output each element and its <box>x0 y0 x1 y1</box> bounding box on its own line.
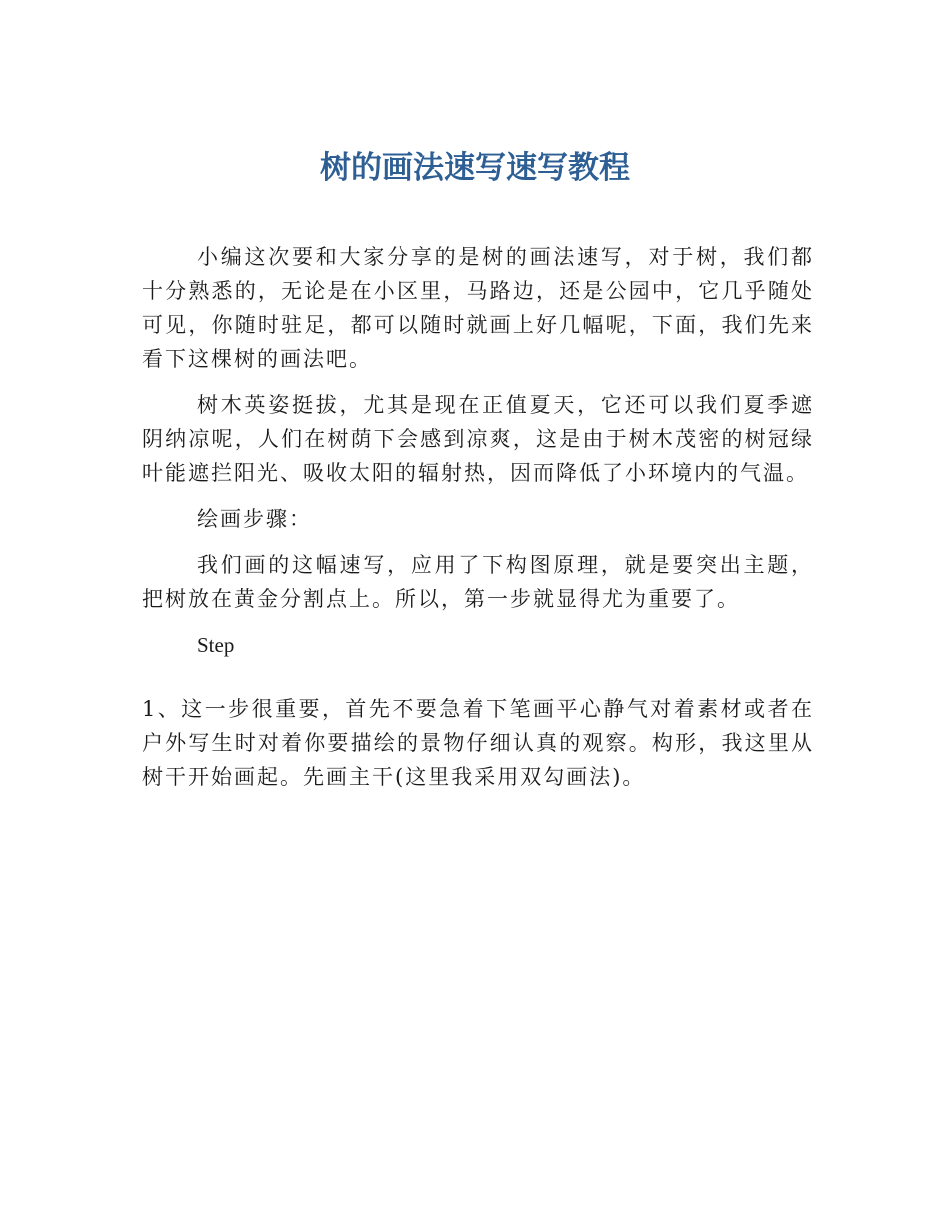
step-label: Step <box>197 633 235 657</box>
paragraph-step-1: 1、这一步很重要，首先不要急着下笔画平心静气对着素材或者在户外写生时对着你要描绘的景物仔细认真的观察。构形，我这里从树干开始画起。先画主干(这里我采用双勾画法)。 <box>142 697 814 789</box>
document-body <box>142 240 814 806</box>
paragraph-tree-benefits: 树木英姿挺拔，尤其是现在正值夏天，它还可以我们夏季遮阴纳凉呢，人们在树荫下会感到凉爽，这是由于树木茂密的树冠绿叶能遮拦阳光、吸收太阳的辐射热，因而降低了小环境内的气温。 <box>142 393 814 485</box>
paragraph-intro: 小编这次要和大家分享的是树的画法速写，对于树，我们都十分熟悉的，无论是在小区里，马路边，还是公园中，它几乎随处可见，你随时驻足，都可以随时就画上好几幅呢，下面，我们先来看下这棵树的画法吧。 <box>142 245 814 371</box>
paragraph-steps-heading: 绘画步骤： <box>197 507 312 531</box>
document-title: 树的画法速写速写教程 <box>320 150 630 186</box>
paragraph-composition: 我们画的这幅速写，应用了下构图原理，就是要突出主题，把树放在黄金分割点上。所以，第一步就显得尤为重要了。 <box>142 553 814 611</box>
